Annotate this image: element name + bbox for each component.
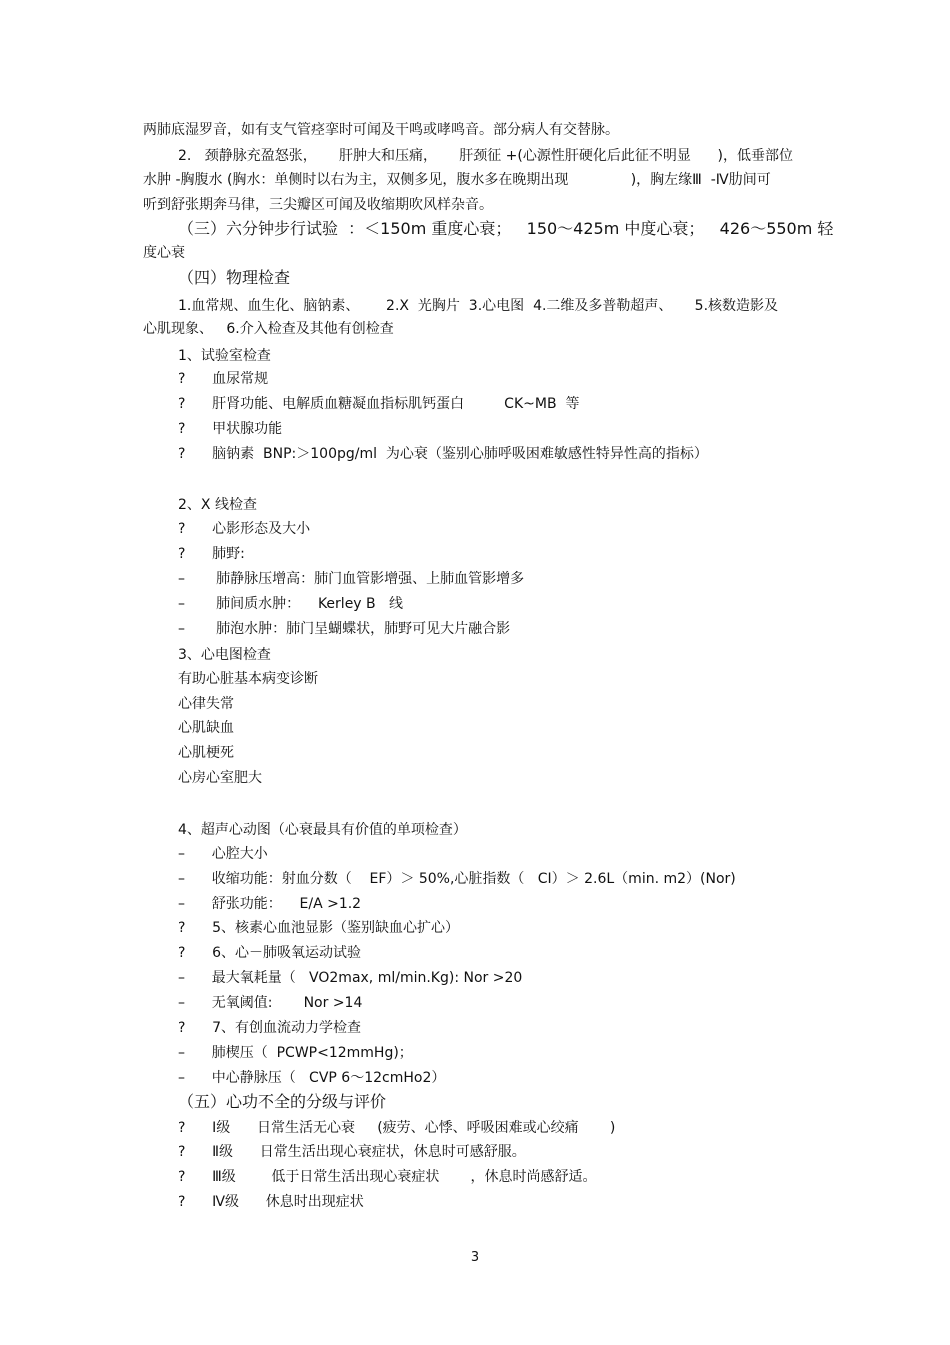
subheading: 2、X 线检查 (178, 497, 257, 513)
list-item: ? Ⅱ级 日常生活出现心衰症状，休息时可感舒服。 (178, 1144, 526, 1160)
section-heading: （五）心功不全的分级与评价 (178, 1092, 387, 1111)
list-item: – 舒张功能： E/A >1.2 (178, 896, 362, 912)
text-line: 有助心脏基本病变诊断 (178, 671, 318, 687)
list-item: ? Ⅲ级 低于日常生活出现心衰症状 ，休息时尚感舒适。 (178, 1169, 597, 1185)
text-line: 心肌梗死 (178, 745, 234, 761)
list-item: ? 肺野: (178, 546, 245, 562)
list-item: ? 心影形态及大小 (178, 521, 311, 537)
list-item: ? 甲状腺功能 (178, 421, 283, 437)
subheading: 4、超声心动图（心衰最具有价值的单项检查） (178, 822, 467, 838)
list-item: ? 脑钠素 BNP:＞100pg/ml 为心衰（鉴别心肺呼吸困难敏感性特异性高的指标） (178, 446, 708, 462)
text-line: 听到舒张期奔马律，三尖瓣区可闻及收缩期吹风样杂音。 (143, 197, 493, 213)
text-line: 心肌缺血 (178, 720, 234, 736)
list-item: ? Ⅰ级 日常生活无心衰 (疲劳、心悸、呼吸困难或心绞痛 ) (178, 1120, 616, 1136)
list-item: ? 7、有创血流动力学检查 (178, 1020, 362, 1036)
list-item: – 肺静脉压增高：肺门血管影增强、上肺血管影增多 (178, 571, 525, 587)
list-item: ? 5、核素心血池显影（鉴别缺血心扩心） (178, 920, 460, 936)
section-heading: （四）物理检查 (178, 268, 291, 287)
list-item: – 中心静脉压（ CVP 6～12cmHo2） (178, 1070, 446, 1086)
text-line: 心肌现象、 6.介入检查及其他有创检查 (143, 321, 394, 337)
list-item: ? 肝肾功能、电解质血糖凝血指标肌钙蛋白 CK~MB 等 (178, 396, 580, 412)
list-item: ? 血尿常规 (178, 371, 269, 387)
list-item: – 肺泡水肿：肺门呈蝴蝶状，肺野可见大片融合影 (178, 621, 511, 637)
list-item: – 肺楔压（ PCWP<12mmHg)； (178, 1045, 413, 1061)
text-line: 水肿 -胸腹水 (胸水：单侧时以右为主，双侧多见，腹水多在晚期出现 )，胸左缘Ⅲ -Ⅳ肋间可 (143, 172, 771, 188)
text-line: 度心衰 (143, 245, 185, 261)
text-line: 2. 颈静脉充盈怒张， 肝肿大和压痛， 肝颈征 +(心源性肝硬化后此征不明显 )，低垂部位 (178, 148, 794, 164)
text-line: 两肺底湿罗音，如有支气管痉挛时可闻及干鸣或哮鸣音。部分病人有交替脉。 (143, 122, 619, 138)
list-item: – 心腔大小 (178, 846, 268, 862)
subheading: 3、心电图检查 (178, 647, 271, 663)
text-line: 心房心室肥大 (178, 770, 262, 786)
list-item: – 最大氧耗量（ VO2max, ml/min.Kg): Nor >20 (178, 970, 523, 986)
list-item: ? 6、心－肺吸氧运动试验 (178, 945, 362, 961)
text-line: 1.血常规、血生化、脑钠素、 2.X 光胸片 3.心电图 4.二维及多普勒超声、 5.核数造影及 (178, 298, 779, 314)
list-item: – 收缩功能：射血分数（ EF）＞ 50%,心脏指数（ CI）＞ 2.6L（min. m2）(Nor) (178, 871, 736, 887)
text-line: 心律失常 (178, 696, 234, 712)
subheading: 1、试验室检查 (178, 348, 271, 364)
page-number: 3 (470, 1250, 480, 1265)
list-item: – 肺间质水肿： Kerley B 线 (178, 596, 403, 612)
section-heading: （三）六分钟步行试验 ：＜150m 重度心衰； 150～425m 中度心衰； 426～550m 轻 (178, 219, 834, 238)
list-item: ? Ⅳ级 休息时出现症状 (178, 1194, 364, 1210)
list-item: – 无氧阈值: Nor >14 (178, 995, 363, 1011)
